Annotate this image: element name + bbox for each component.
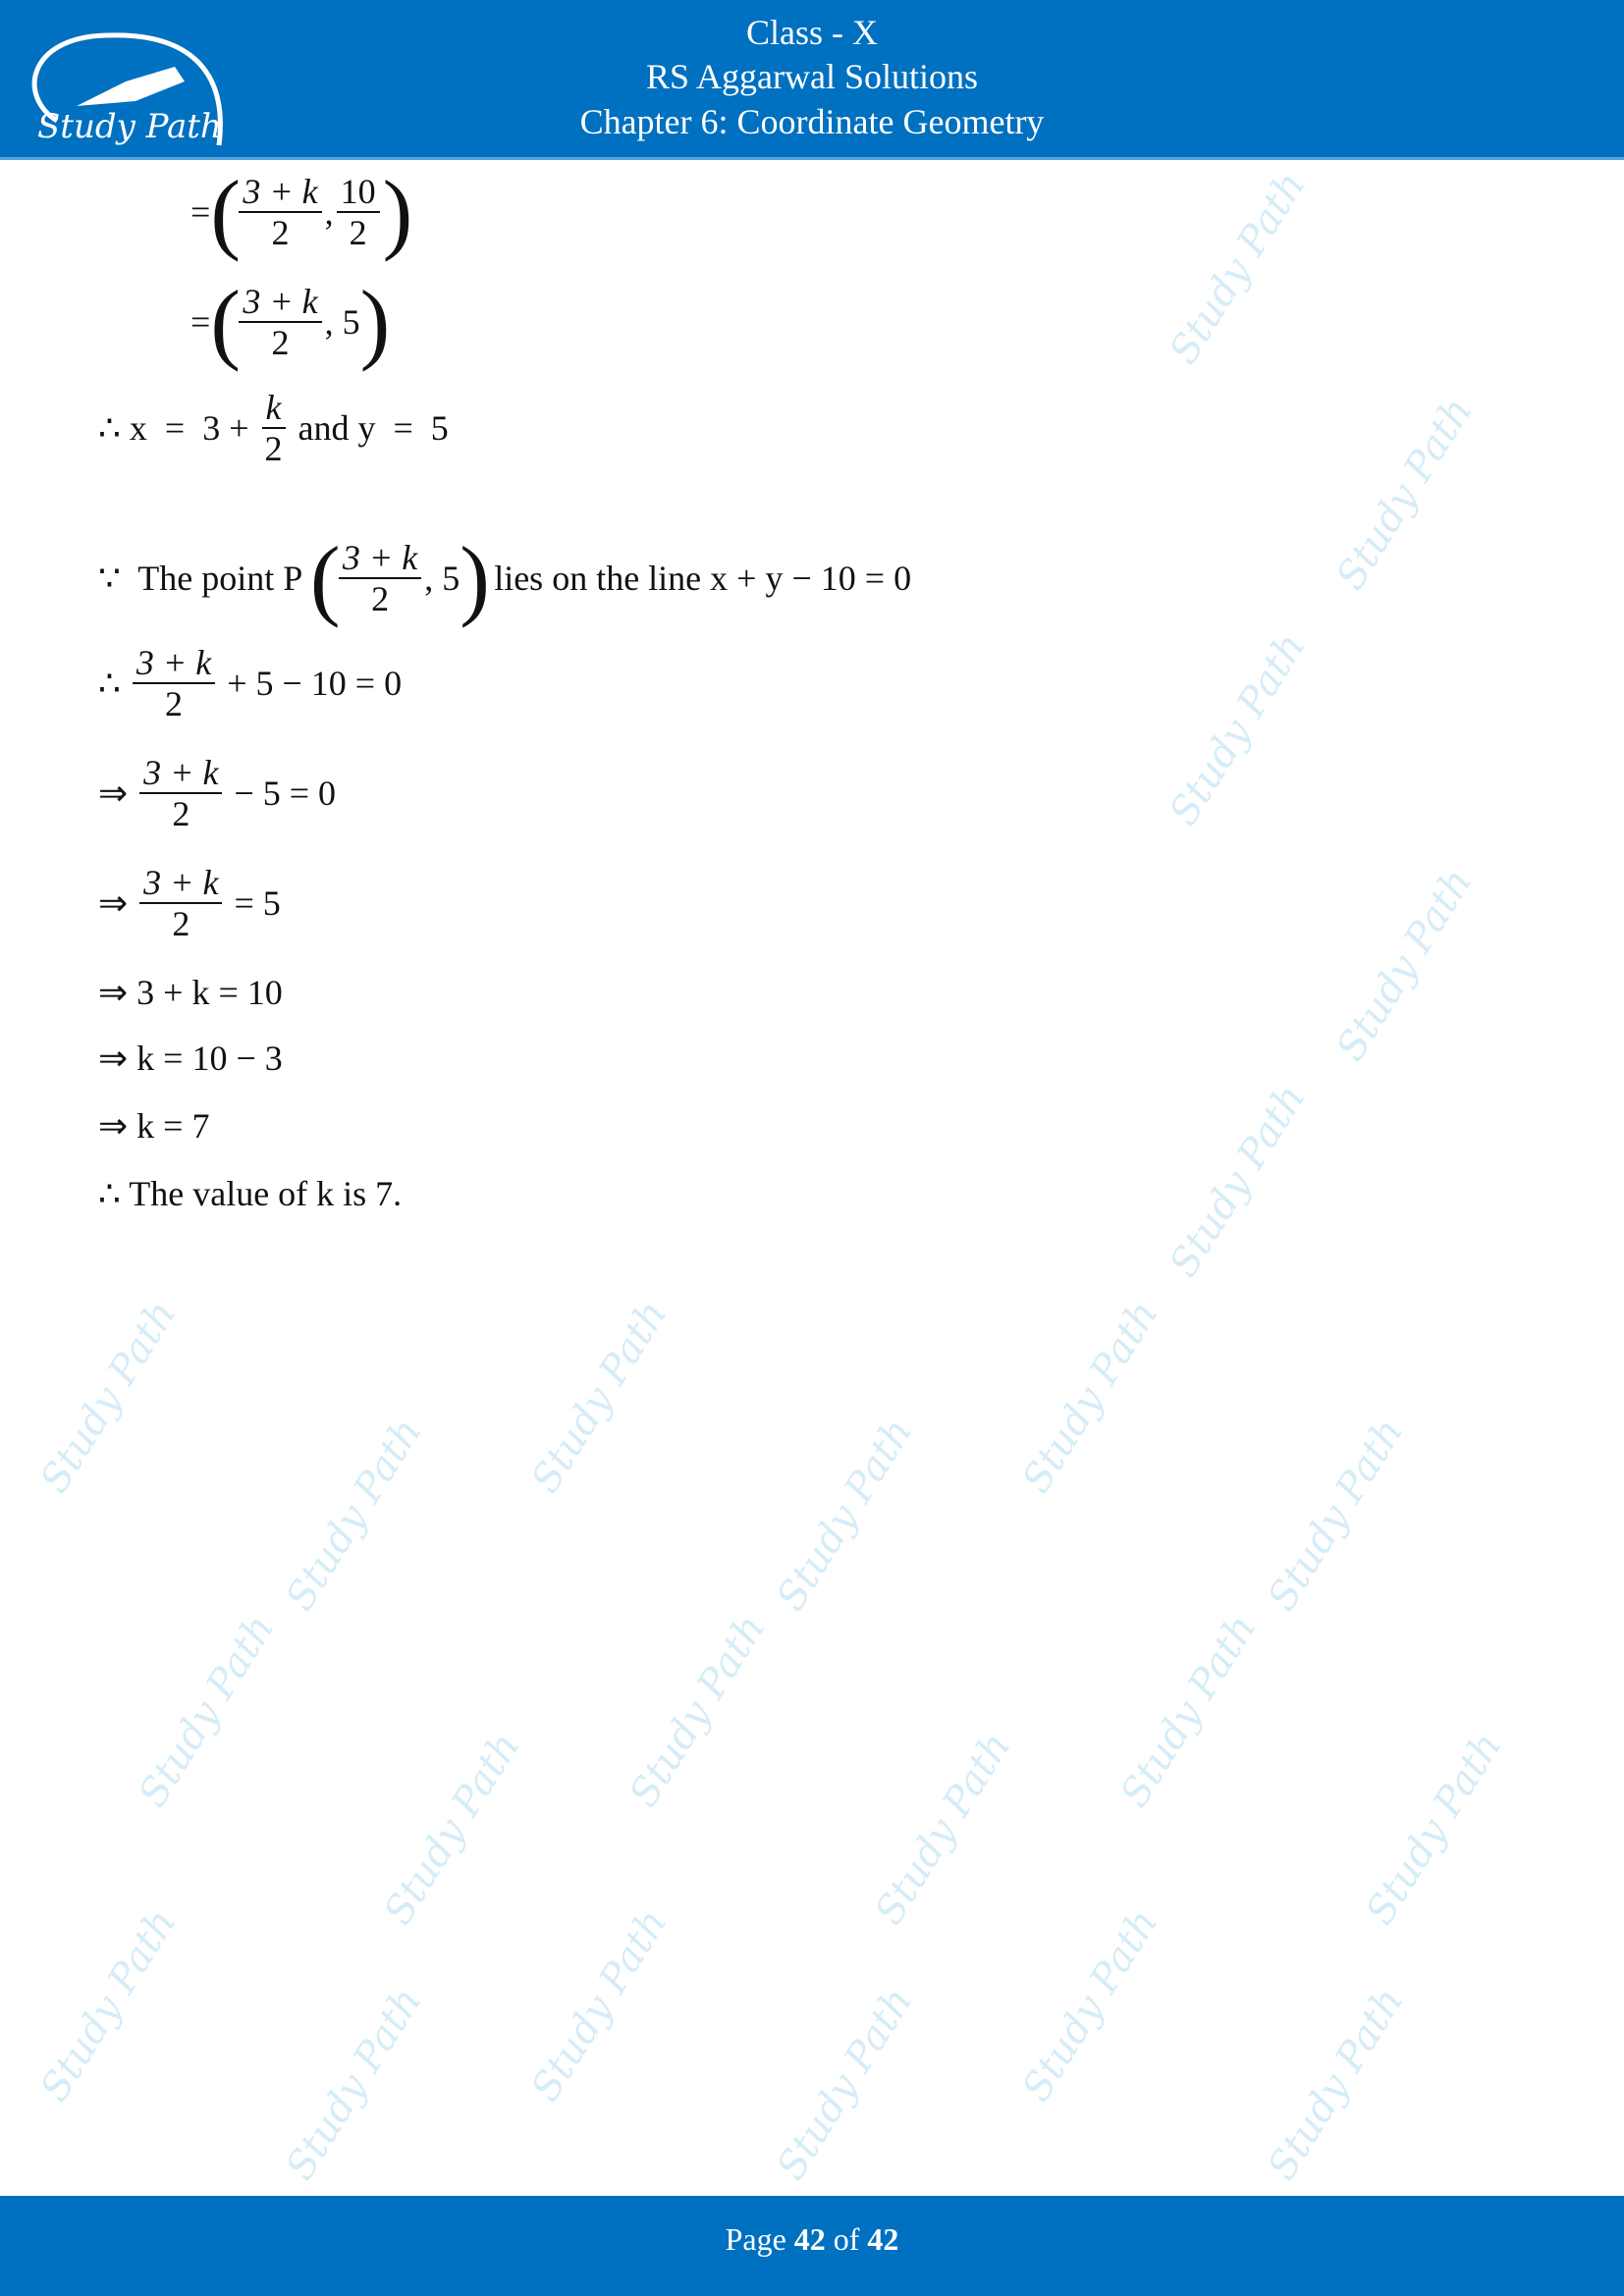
equation-text: lies on the line x + y − 10 = 0: [485, 559, 912, 598]
left-paren: (: [309, 528, 341, 628]
equation-line-5: [98, 643, 402, 723]
denominator: 2: [172, 904, 190, 943]
page-footer: [0, 2196, 1624, 2296]
denominator: 2: [349, 213, 367, 252]
numerator: 3 + k: [135, 643, 212, 682]
page-label: Page: [725, 2221, 794, 2257]
fraction: [339, 538, 421, 618]
watermark: Study Path: [1327, 390, 1482, 598]
page-separator: of: [825, 2221, 868, 2257]
right-paren: ): [460, 528, 490, 628]
watermark: Study Path: [768, 1980, 922, 2188]
watermark: Study Path: [1327, 861, 1482, 1069]
equation-line-7: [98, 863, 281, 943]
equation-text: ∵ The point P: [98, 559, 310, 598]
page-header: [0, 0, 1624, 160]
second-coordinate: , 5: [324, 302, 360, 342]
watermark: Study Path: [1161, 625, 1315, 833]
equation-text: ∴ x = 3 +: [98, 408, 258, 448]
denominator: 2: [165, 684, 184, 723]
left-paren: (: [210, 162, 241, 262]
right-paren: ): [359, 272, 391, 372]
therefore-symbol: ∴: [98, 664, 130, 703]
conclusion-line: ∴ The value of k is 7.: [98, 1174, 403, 1213]
watermark: Study Path: [277, 1980, 431, 2188]
numerator: 3 + k: [143, 753, 219, 792]
numerator: 3 + k: [143, 863, 219, 902]
fraction: [133, 643, 215, 723]
implies-symbol: ⇒: [98, 883, 137, 923]
equation-line-9: ⇒ k = 10 − 3: [98, 1039, 283, 1078]
total-pages: 42: [867, 2221, 899, 2257]
equation-text: = 5: [225, 883, 281, 923]
watermark: Study Path: [31, 1901, 186, 2109]
equation-line-8: ⇒ 3 + k = 10: [98, 973, 283, 1012]
fraction: [239, 282, 321, 362]
watermark: Study Path: [621, 1607, 775, 1815]
left-paren: (: [210, 272, 241, 372]
book-title: RS Aggarwal Solutions: [645, 57, 979, 96]
implies-symbol: ⇒: [98, 774, 137, 813]
denominator: 2: [172, 794, 190, 833]
equation-line-10: ⇒ k = 7: [98, 1106, 210, 1146]
watermark: Study Path: [31, 1293, 186, 1501]
equation-line-6: [98, 753, 336, 833]
watermark: Study Path: [1259, 1411, 1413, 1619]
numerator: 3 + k: [342, 538, 418, 577]
numerator: 3 + k: [243, 282, 318, 321]
watermark: Study Path: [375, 1725, 529, 1933]
equals-sign: =: [190, 302, 211, 342]
fraction: [239, 172, 321, 252]
watermark: Study Path: [1013, 1901, 1167, 2109]
equation-line-4: [98, 528, 912, 628]
watermark: Study Path: [1357, 1725, 1511, 1933]
watermark: Study Path: [1259, 1980, 1413, 2188]
class-title: Class - X: [746, 13, 878, 52]
watermark: Study Path: [1013, 1293, 1167, 1501]
equation-text: + 5 − 10 = 0: [218, 664, 403, 703]
watermark: Study Path: [522, 1293, 677, 1501]
denominator: 2: [264, 429, 283, 468]
equation-line-1: [190, 162, 413, 262]
numerator: 10: [337, 172, 380, 213]
comma: ,: [324, 192, 334, 232]
watermark: Study Path: [1161, 1077, 1315, 1285]
watermark: Study Path: [866, 1725, 1020, 1933]
equation-line-2: [190, 272, 391, 372]
fraction: [261, 388, 287, 468]
page-number: [0, 2221, 1624, 2258]
denominator: 2: [271, 213, 290, 252]
fraction: [139, 753, 222, 833]
second-coordinate: , 5: [424, 559, 460, 598]
equals-sign: =: [190, 192, 211, 232]
watermark: Study Path: [1111, 1607, 1266, 1815]
equation-text: and y = 5: [289, 408, 449, 448]
watermark: Study Path: [1161, 164, 1315, 372]
right-paren: ): [382, 162, 413, 262]
chapter-title: Chapter 6: Coordinate Geometry: [579, 102, 1045, 141]
numerator: 3 + k: [243, 172, 318, 211]
current-page: 42: [793, 2221, 826, 2257]
watermark: Study Path: [277, 1411, 431, 1619]
svg-text:Study Path: Study Path: [37, 107, 222, 146]
numerator: k: [265, 388, 282, 427]
watermark: Study Path: [768, 1411, 922, 1619]
watermark: Study Path: [522, 1901, 677, 2109]
denominator: 2: [271, 323, 290, 362]
denominator: 2: [371, 579, 390, 618]
watermark: Study Path: [130, 1607, 284, 1815]
fraction: [139, 863, 222, 943]
equation-text: − 5 = 0: [225, 774, 337, 813]
fraction: [337, 172, 380, 252]
equation-line-3: [98, 388, 449, 468]
